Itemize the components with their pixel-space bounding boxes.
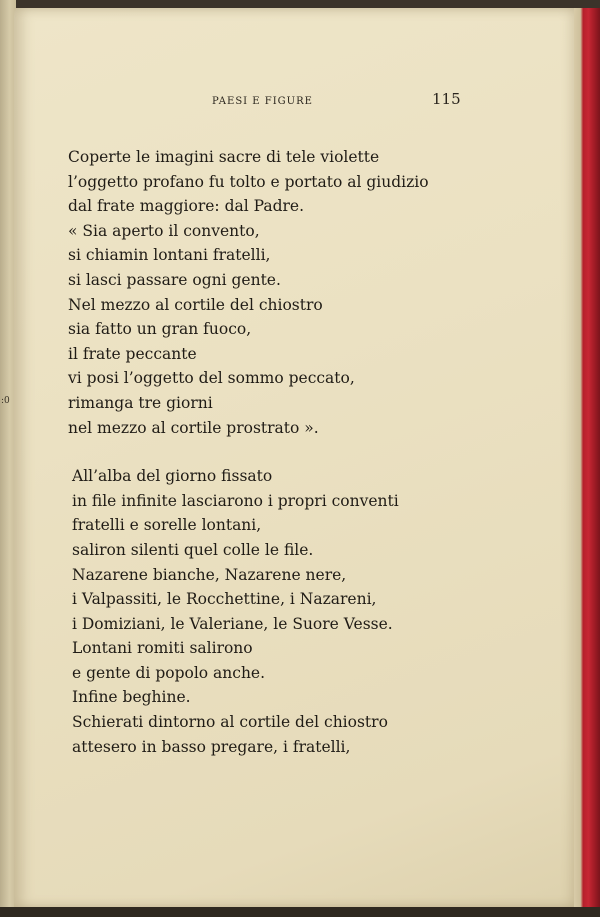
stanza	[68, 464, 429, 759]
verse-line: fratelli e sorelle lontani,	[72, 516, 262, 535]
verse-line: l’oggetto profano fu tolto e portato al giudizio	[68, 172, 429, 191]
verse-line: Coperte le imagini sacre di tele violette	[68, 148, 380, 166]
verse-line: nel mezzo al cortile prostrato ».	[68, 418, 319, 437]
red-spine-edge	[574, 8, 600, 913]
verse-line: i Valpassiti, le Rocchettine, i Nazareni,	[72, 590, 377, 609]
verse-line: attesero in basso pregare, i fratelli,	[72, 737, 351, 756]
page-number: 115	[432, 90, 461, 108]
verse-line: in file infinite lasciarono i propri conventi	[72, 491, 399, 510]
verse-line: i Domiziani, le Valeriane, le Suore Vesse.	[72, 614, 393, 633]
verse-line: vi posi l’oggetto del sommo peccato,	[68, 369, 355, 388]
edge-mark: :0	[1, 396, 10, 406]
verse-line: rimanga tre giorni	[68, 393, 213, 412]
verse-line: il frate peccante	[68, 344, 197, 363]
verse-line: dal frate maggiore: dal Padre.	[68, 197, 305, 216]
bottom-shadow	[0, 907, 600, 917]
verse-line: si chiamin lontani fratelli,	[68, 246, 271, 265]
stanza	[68, 145, 429, 440]
verse-line: All’alba del giorno fissato	[72, 467, 273, 486]
poem-body	[68, 145, 429, 759]
verse-line: si lasci passare ogni gente.	[68, 270, 281, 289]
verse-line: Schierati dintorno al cortile del chiostro	[72, 713, 388, 732]
verse-line: e gente di popolo anche.	[72, 663, 266, 682]
verse-line: saliron silenti quel colle le file.	[72, 540, 314, 559]
verse-line: « Sia aperto il convento,	[68, 221, 260, 240]
verse-line: Nazarene bianche, Nazarene nere,	[72, 565, 347, 584]
running-head: PAESI E FIGURE	[212, 96, 313, 107]
verse-line: Infine beghine.	[72, 688, 191, 707]
verse-line: Lontani romiti salirono	[72, 639, 253, 658]
verse-line: Nel mezzo al cortile del chiostro	[68, 295, 323, 314]
verse-line: sia fatto un gran fuoco,	[68, 320, 252, 339]
